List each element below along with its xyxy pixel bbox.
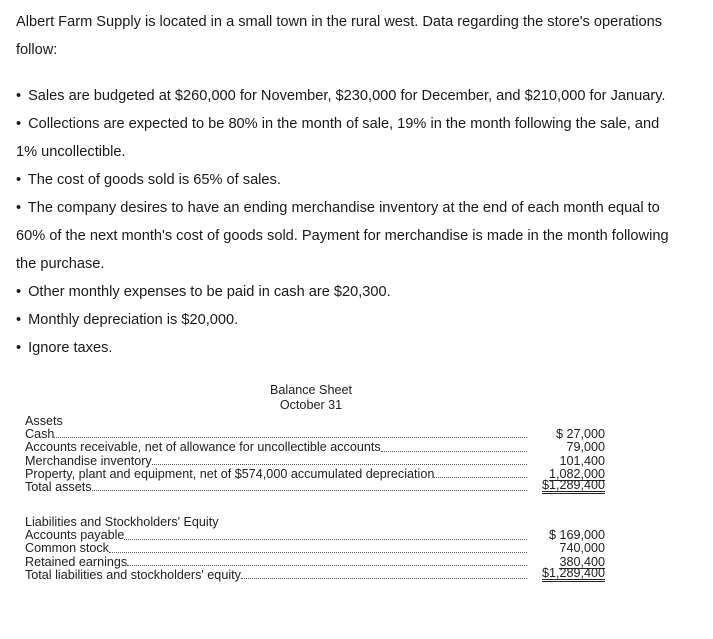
table-row [25,468,605,481]
bullet-icon: • [16,312,22,328]
bullet-cogs: • The cost of goods sold is 65% of sales. [16,166,706,194]
dot-leader [54,428,527,441]
row-amount: $ 169,000 [548,528,605,543]
row-amount: 101,400 [559,453,605,468]
row-label: Retained earnings [25,554,128,569]
row-label: Accounts payable [25,528,125,543]
intro-line-1: Albert Farm Supply is located in a small town in the rural west. Data regarding the store's operations [16,14,663,30]
dot-leader [381,442,527,455]
row-amount: $1,289,400 [541,478,605,493]
bullet-depreciation: • Monthly depreciation is $20,000. [16,306,706,334]
table-row [25,556,605,569]
section-gap [25,494,605,516]
row-label: Property, plant and equipment, net of $574,000 accumulated depreciation [25,466,435,481]
bullet-icon: • [16,340,22,356]
dot-leader [92,481,528,494]
dot-leader [241,569,527,582]
assumption-list [16,82,706,362]
row-label: Merchandise inventory [25,453,152,468]
bullet-taxes: • Ignore taxes. [16,334,706,362]
bullet-icon: • [16,200,22,216]
bullet-icon: • [16,88,22,104]
bullet-other-expenses: • Other monthly expenses to be paid in cash are $20,300. [16,278,706,306]
table-row [25,529,605,542]
row-amount: 380,400 [559,554,605,569]
balance-sheet-title: Balance Sheet [270,383,352,397]
bullet-collections: • Collections are expected to be 80% in the month of sale, 19% in the month following the sale, and [16,110,706,138]
dot-leader [124,530,527,543]
intro-line-2: follow: [16,42,58,58]
row-label: Total assets [25,479,92,494]
table-row [25,455,605,468]
row-label: Accounts receivable, net of allowance for uncollectible accounts [25,440,381,455]
bullet-inventory-cont: 60% of the next month's cost of goods sold. Payment for merchandise is made in the month following [16,228,669,244]
bullet-icon: • [16,284,22,300]
assets-heading: Assets [25,413,63,428]
dot-leader [152,455,527,468]
row-amount: $ 27,000 [555,427,605,442]
assets-heading-row [25,415,605,428]
row-label: Cash [25,427,55,442]
bullet-inventory: • The company desires to have an ending merchandise inventory at the end of each month equal to [16,194,706,222]
liabilities-heading: Liabilities and Stockholders' Equity [25,515,219,530]
row-amount: $1,289,400 [541,566,605,581]
row-amount: 79,000 [566,440,605,455]
bullet-collections-cont: 1% uncollectible. [16,144,126,160]
bullet-inventory-cont-2: the purchase. [16,256,105,272]
balance-sheet-date: October 31 [279,398,343,412]
table-row [25,441,605,454]
dot-leader [127,556,527,569]
row-label: Common stock [25,541,109,556]
total-row [25,566,605,582]
bullet-icon: • [16,116,22,132]
bullet-icon: • [16,172,22,188]
balance-sheet-heading [0,383,622,413]
row-amount: 1,082,000 [548,466,605,481]
dot-leader [109,543,527,556]
table-row [25,543,605,556]
row-amount: 740,000 [559,541,605,556]
bullet-sales: • Sales are budgeted at $260,000 for November, $230,000 for December, and $210,000 for January. [16,82,706,110]
table-row [25,428,605,441]
row-label: Total liabilities and stockholders' equity [25,567,241,582]
total-row [25,478,605,494]
dot-leader [434,468,527,481]
balance-sheet [25,415,605,582]
intro-paragraph [16,8,706,64]
